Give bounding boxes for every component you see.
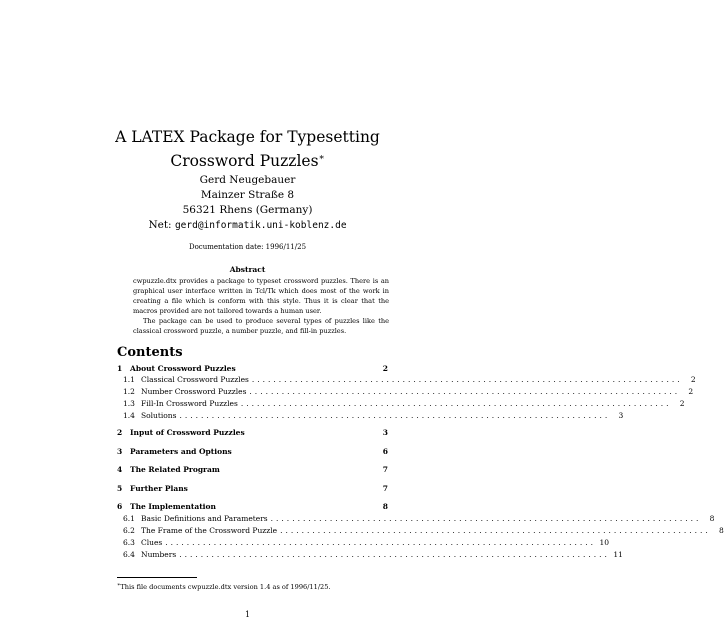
contents-heading: Contents — [117, 345, 183, 360]
abstract-paragraph-1: cwpuzzle.dtx provides a package to typeset crossword puzzles. There is an graphical user interface written in Tcl/Tk which does most of the work in creating a file which is conform with this style. Thus it is clear that the macros provided are not tailored towards a human user. — [133, 277, 389, 315]
toc-entry[interactable] — [117, 375, 696, 387]
toc-entry-page: 2 — [679, 399, 685, 408]
toc-entry-number: 6.2 — [123, 526, 135, 535]
toc-entry-number: 6.3 — [123, 538, 135, 547]
toc-entry-number: 1.2 — [123, 387, 135, 396]
toc-entry-page: 8 — [382, 502, 388, 511]
toc-entry-title: The Implementation — [130, 502, 216, 511]
toc-entry-title: Number Crossword Puzzles — [141, 387, 247, 396]
toc-entry-title: Parameters and Options — [130, 447, 232, 456]
toc-entry-page: 2 — [382, 364, 388, 373]
toc-entry-leader: ................................................................................ — [251, 375, 683, 384]
title-line-1: A LATEX Package for Typesetting — [115, 128, 380, 146]
toc-entry-title: Further Plans — [130, 484, 188, 493]
toc-entry-number: 1 — [117, 364, 123, 373]
toc-entry-leader: ................................................................................ — [240, 399, 672, 408]
toc-entry-number: 1.3 — [123, 399, 135, 408]
toc-entry-page: 3 — [618, 411, 624, 420]
toc-entry-title: Input of Crossword Puzzles — [130, 428, 245, 437]
toc-entry-title: Fill-In Crossword Puzzles — [141, 399, 238, 408]
toc-entry[interactable] — [117, 550, 623, 562]
toc-entry-number: 1.1 — [123, 375, 135, 384]
toc-entry-leader: ................................................................................ — [270, 514, 702, 523]
documentation-date: Documentation date: 1996/11/25 — [188, 243, 307, 251]
toc-entry-leader: ................................................................................ — [249, 387, 681, 396]
author-email: gerd@informatik.uni-koblenz.de — [174, 220, 347, 231]
toc-entry-number: 6 — [117, 502, 123, 511]
toc-entry-number: 6.4 — [123, 550, 135, 559]
abstract-heading: Abstract — [229, 265, 266, 274]
toc-entry-leader: ................................................................................ — [280, 526, 711, 535]
toc-entry-leader: ................................................................................ — [165, 538, 596, 547]
title-footnote-mark: ∗ — [318, 153, 325, 163]
toc-entry-title: The Frame of the Crossword Puzzle — [141, 526, 278, 535]
abstract-body — [133, 276, 389, 336]
toc-entry-page: 7 — [382, 484, 388, 493]
toc-entry-title: The Related Program — [130, 465, 220, 474]
abstract-paragraph-2: The package can be used to produce several types of puzzles like the classical crossword puzzle, a number puzzle, and fill-in puzzles. — [133, 317, 389, 335]
toc-entry[interactable] — [117, 526, 724, 538]
toc-entry-number: 1.4 — [123, 411, 135, 420]
toc-entry[interactable] — [117, 387, 694, 399]
toc-entry[interactable] — [117, 428, 388, 440]
toc-entry-page: 11 — [613, 550, 623, 559]
toc-entry-page: 7 — [382, 465, 388, 474]
author-name: Gerd Neugebauer — [199, 174, 296, 186]
footnote-rule — [117, 577, 197, 578]
toc-entry-leader: ................................................................................ — [179, 411, 611, 420]
toc-entry-page: 6 — [382, 447, 388, 456]
net-label: Net: — [148, 219, 172, 231]
toc-entry-page: 2 — [690, 375, 696, 384]
toc-entry[interactable] — [117, 399, 685, 411]
toc-entry-title: Basic Definitions and Parameters — [141, 514, 268, 523]
author-net-line — [0, 218, 495, 233]
toc-entry-title: Solutions — [141, 411, 177, 420]
toc-entry-leader: ................................................................................ — [179, 550, 610, 559]
title-line-2-text: Crossword Puzzles — [170, 152, 319, 171]
toc-entry-page: 8 — [719, 526, 724, 535]
toc-entry-title: Clues — [141, 538, 163, 547]
toc-entry[interactable] — [117, 538, 609, 550]
toc-entry-title: Classical Crossword Puzzles — [141, 375, 249, 384]
toc-entry-title: Numbers — [141, 550, 177, 559]
toc-entry-page: 8 — [709, 514, 715, 523]
toc-entry-page: 3 — [382, 428, 388, 437]
page-number: 1 — [244, 610, 251, 619]
toc-entry[interactable] — [117, 502, 388, 514]
toc-entry-number: 2 — [117, 428, 123, 437]
author-city: 56321 Rhens (Germany) — [182, 204, 313, 216]
toc-entry-page: 2 — [688, 387, 694, 396]
toc-entry-page: 10 — [599, 538, 609, 547]
title-line-2 — [0, 149, 495, 171]
toc-entry-title: About Crossword Puzzles — [130, 364, 236, 373]
footnote — [117, 582, 331, 591]
author-street: Mainzer Straße 8 — [200, 189, 295, 201]
toc-entry[interactable] — [117, 484, 388, 496]
toc-entry[interactable] — [117, 514, 715, 526]
footnote-text: This file documents cwpuzzle.dtx version 1.4 as of 1996/11/25. — [120, 583, 331, 592]
toc-entry-number: 6.1 — [123, 514, 135, 523]
toc-entry[interactable] — [117, 411, 624, 423]
toc-entry[interactable] — [117, 465, 388, 477]
footnote-mark: ∗ — [117, 582, 121, 588]
toc-entry-number: 4 — [117, 465, 123, 474]
toc-entry-number: 5 — [117, 484, 123, 493]
toc-entry-number: 3 — [117, 447, 123, 456]
toc-entry[interactable] — [117, 447, 388, 459]
